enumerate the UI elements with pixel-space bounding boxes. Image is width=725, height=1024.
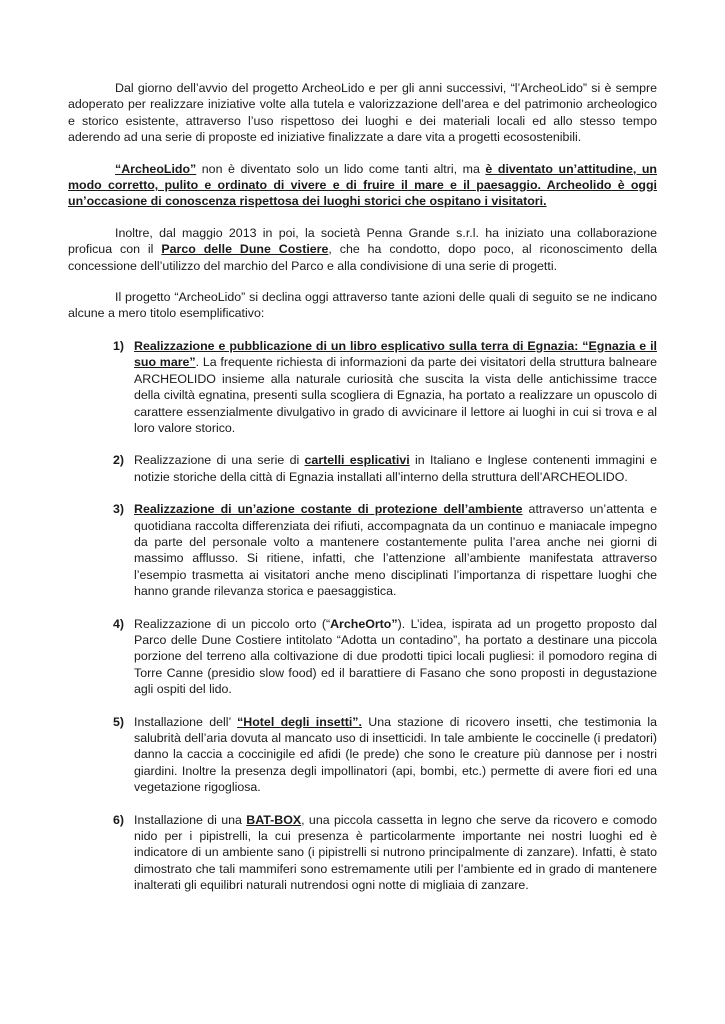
archeolido-emphasis: “ArcheoLido” [115, 161, 197, 176]
attitude-statement: è diventato un’attitudine, un modo corretto, pulito e ordinato di vivere e di fruire il mare e il paesaggio. Archeolido è oggi un’occasione di conoscenza rispettosa dei luoghi storici che ospitano i visitatori. [68, 161, 657, 209]
list-item-1 [68, 338, 657, 436]
item-emphasis: Realizzazione di un’azione costante di protezione dell’ambiente [134, 502, 523, 517]
item-text-after: ). L’idea, ispirata ad un progetto proposto dal Parco delle Dune Costiere intitolato “Adotta un contadino”, ha portato a destinare una piccola porzione del terreno alla coltivazione di due prodotti tipici locali pugliesi: il pomodoro regina di Torre Canne (presidio slow food) ed il barattiere di Fasano che sono proposti in degustazione agli ospiti del lido. [134, 616, 657, 697]
intro-p2-mid: non è diventato solo un lido come tanti altri, ma [196, 161, 486, 176]
item-text: . La frequente richiesta di informazioni da parte dei visitatori della struttura balneare ARCHEOLIDO insieme alla naturale curiosità che suscita la vista delle antichissime tracce della civiltà egnatina, presenti sulla scogliera di Egnazia, ha portato a realizzare un opuscolo di carattere essenzialmente divulgativo in grado di avvicinare il lettore ai luoghi in cui si trova e al loro valore storico. [134, 355, 657, 435]
intro-paragraph-2 [68, 161, 657, 210]
item-text-before: Realizzazione di un piccolo orto (“ [134, 616, 331, 631]
item-text-after: Una stazione di ricovero insetti, che testimonia la salubrità dell’aria dovuta al mancato uso di insetticidi. In tale ambiente le coccinelle (i predatori) danno la caccia a coccinigile ed afidi (le prede) che sono le creature più dannose per i nostri giardini. Inoltre la presenza degli impollinatori (api, bombi, etc.) permette di avere fiori ed una vegetazione rigogliosa. [134, 714, 657, 795]
list-item-4 [68, 616, 657, 698]
item-emphasis: “Hotel degli insetti”. [237, 714, 362, 729]
intro-paragraph-1: Dal giorno dell’avvio del progetto ArcheoLido e per gli anni successivi, “l’ArcheoLido” si è sempre adoperato per realizzare iniziative volte alla tutela e valorizzazione dell’area e del patrimonio archeologico e storico esistente, attraverso l’uso rispettoso dei luoghi e dei materiali locali ed allo stesso tempo aderendo ad una serie di proposte ed iniziative finalizzate a dare vita a progetti ecosostenibili. [68, 81, 657, 145]
intro-p3-before: Inoltre, dal maggio 2013 in poi, la società Penna Grande s.r.l. ha iniziato una collaborazione proficua con il [68, 225, 657, 257]
intro-p3-after: , che ha condotto, dopo poco, al riconoscimento della concessione dell’utilizzo del marchio del Parco e alla condivisione di una serie di progetti. [68, 242, 657, 273]
item-text-after: , una piccola cassetta in legno che serve da ricovero e comodo nido per i pipistrelli, la cui presenza è particolarmente importante nei nostri luoghi ed è indicatore di un ambiente sano (i pipistrelli si nutrono principalmente di zanzare). Infatti, è stato dimostrato che tali mammiferi sono estremamente utili per l’ambiente ed in grado di mantenere inalterati gli equilibri naturali nutrendosi ogni notte di migliaia di zanzare. [134, 812, 657, 893]
list-item-6 [68, 812, 657, 894]
intro-paragraph-4: Il progetto “ArcheoLido” si declina oggi attraverso tante azioni delle quali di seguito se ne indicano alcune a mero titolo esemplificativo: [68, 290, 657, 321]
list-number: 5) [113, 714, 125, 729]
item-emphasis: ArcheOrto” [330, 616, 398, 631]
item-text-after: attraverso un’attenta e quotidiana raccolta differenziata dei rifiuti, accompagnata da un continuo e maniacale impegno da parte del personale volto a mantenere costantemente pulita l’area anche nei giorni di massimo afflusso. Si ritiene, infatti, che l’attenzione all’ambiente manifestata attraverso l’esempio trasmetta ai visitatori anche meno disciplinati l’importanza di rispettare luoghi che hanno grande rilevanza storica e paesaggistica. [134, 502, 657, 599]
item-emphasis: cartelli esplicativi [304, 453, 410, 468]
list-number: 4) [113, 616, 125, 631]
item-text-before: Installazione dell’ [134, 714, 238, 729]
list-number: 3) [113, 502, 125, 517]
list-item-2 [68, 452, 657, 485]
list-number: 6) [113, 812, 125, 827]
item-title: Realizzazione e pubblicazione di un libro esplicativo sulla terra di Egnazia: “Egnazia e il suo mare” [134, 338, 657, 370]
item-emphasis: BAT-BOX [246, 812, 302, 827]
list-number: 1) [113, 338, 125, 353]
list-item-3 [68, 501, 657, 599]
intro-paragraph-3 [68, 225, 657, 274]
parco-dune-costiere: Parco delle Dune Costiere [161, 242, 329, 257]
item-text-before: Realizzazione di una serie di [134, 453, 305, 468]
list-item-5 [68, 714, 657, 796]
actions-list [68, 338, 657, 894]
list-number: 2) [113, 453, 125, 468]
item-text-after: in Italiano e Inglese contenenti immagini e notizie storiche della città di Egnazia installati all’interno della struttura dell’ARCHEOLIDO. [134, 453, 657, 484]
item-text-before: Installazione di una [134, 812, 247, 827]
